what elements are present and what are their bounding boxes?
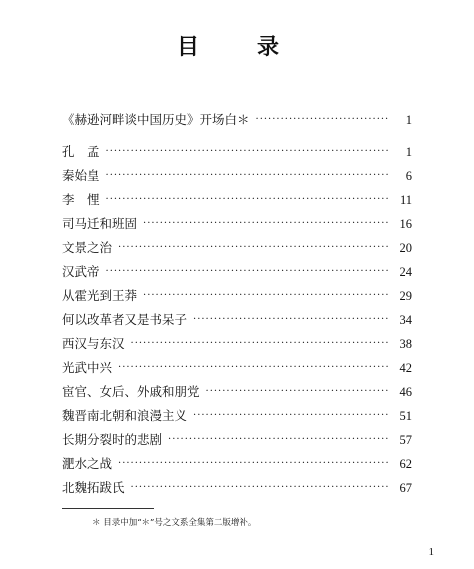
- page-number: 1: [428, 546, 434, 558]
- toc-entry-page: 67: [399, 481, 412, 495]
- toc-entry-page: 1: [405, 145, 412, 159]
- toc-entry-page: 42: [399, 361, 412, 375]
- toc-entry-title: 汉武帝: [62, 264, 100, 279]
- leader-dots: [206, 380, 390, 404]
- leader-dots: [106, 164, 390, 188]
- toc-entry-page: 29: [399, 289, 412, 303]
- toc-entry[interactable]: [62, 140, 412, 164]
- leader-dots: [118, 452, 390, 476]
- leader-dots: [118, 356, 390, 380]
- toc-entry-title: 宦官、女后、外戚和朋党: [62, 384, 200, 399]
- toc-entry-page: 11: [399, 193, 412, 207]
- leader-dots: [193, 308, 390, 332]
- toc-entry-title: 司马迁和班固: [62, 216, 138, 231]
- toc-entry[interactable]: [62, 404, 412, 428]
- toc-entry-page: 62: [399, 457, 412, 471]
- toc-entry-title: 光武中兴: [62, 360, 113, 375]
- leader-dots: [143, 284, 390, 308]
- toc-entry-title: 从霍光到王莽: [62, 288, 138, 303]
- toc-entry-title: 李 悝: [62, 192, 100, 207]
- toc-entry[interactable]: [62, 108, 412, 132]
- toc-entry[interactable]: [62, 164, 412, 188]
- toc-entry-title: 魏晋南北朝和浪漫主义: [62, 408, 188, 423]
- leader-dots: [143, 212, 390, 236]
- toc-entry-title: 孔 孟: [62, 144, 100, 159]
- toc-entry[interactable]: [62, 284, 412, 308]
- toc-entry-page: 51: [399, 409, 412, 423]
- toc-entry-title: 何以改革者又是书呆子: [62, 312, 188, 327]
- leader-dots: [256, 108, 390, 132]
- toc-entry-page: 34: [399, 313, 412, 327]
- toc-entry[interactable]: [62, 236, 412, 260]
- toc-entry-page: 20: [399, 241, 412, 255]
- toc-entry-page: 1: [405, 113, 412, 127]
- toc-entry-page: 46: [399, 385, 412, 399]
- toc-entry-page: 6: [405, 169, 412, 183]
- table-of-contents: [62, 108, 412, 500]
- toc-entry-title: 淝水之战: [62, 456, 113, 471]
- toc-entry-page: 57: [399, 433, 412, 447]
- toc-entry-title: 秦始皇: [62, 168, 100, 183]
- leader-dots: [131, 476, 390, 500]
- toc-entry[interactable]: [62, 308, 412, 332]
- toc-entry-title: 北魏拓跋氏: [62, 480, 125, 495]
- footnote-divider: [62, 508, 154, 509]
- toc-entry[interactable]: [62, 188, 412, 212]
- toc-entry-page: 38: [399, 337, 412, 351]
- toc-entry[interactable]: [62, 452, 412, 476]
- toc-entry-title: 西汉与东汉: [62, 336, 125, 351]
- toc-entry[interactable]: [62, 332, 412, 356]
- footnote: ＊ 目录中加“＊”号之文系全集第二版增补。: [92, 518, 257, 528]
- toc-entry[interactable]: [62, 476, 412, 500]
- leader-dots: [106, 140, 390, 164]
- toc-entry-page: 24: [399, 265, 412, 279]
- toc-entry-title: 长期分裂时的悲剧: [62, 432, 163, 447]
- toc-entry-page: 16: [399, 217, 412, 231]
- toc-entry[interactable]: [62, 380, 412, 404]
- page-title: 目 录: [176, 34, 297, 60]
- toc-entry-title: 《赫逊河畔谈中国历史》开场白＊: [62, 112, 250, 127]
- leader-dots: [106, 188, 390, 212]
- toc-entry[interactable]: [62, 428, 412, 452]
- leader-dots: [193, 404, 390, 428]
- toc-entry-title: 文景之治: [62, 240, 113, 255]
- toc-entry[interactable]: [62, 260, 412, 284]
- leader-dots: [168, 428, 390, 452]
- leader-dots: [118, 236, 390, 260]
- leader-dots: [106, 260, 390, 284]
- toc-entry[interactable]: [62, 212, 412, 236]
- toc-entry[interactable]: [62, 356, 412, 380]
- leader-dots: [131, 332, 390, 356]
